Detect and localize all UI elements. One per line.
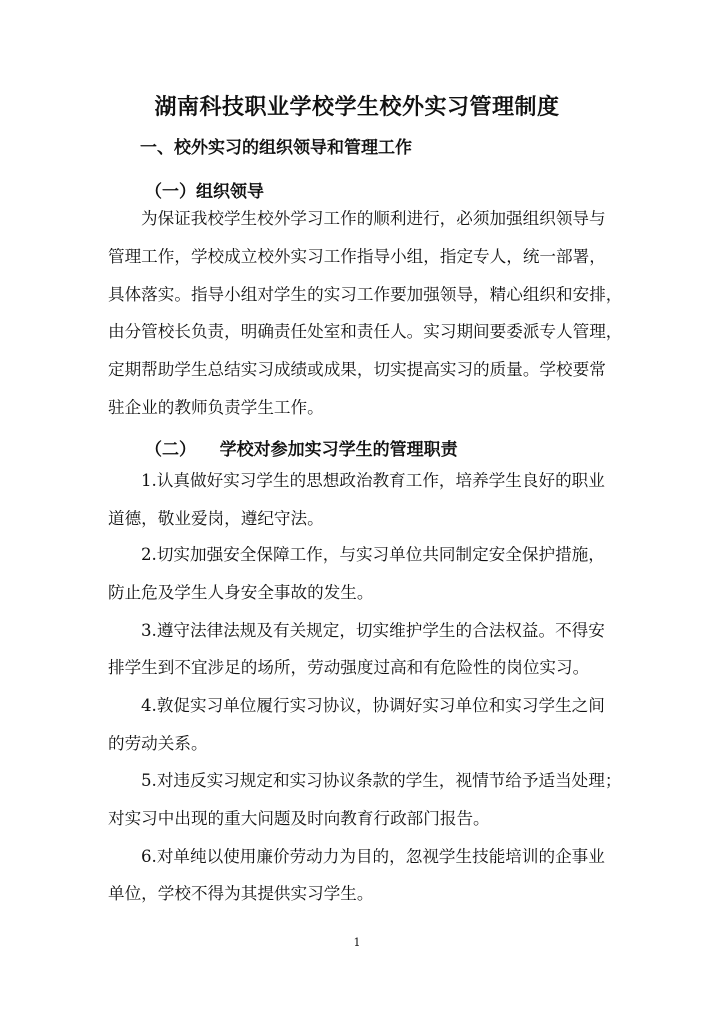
paragraph-line: 由分管校长负责，明确责任处室和责任人。实习期间要委派专人管理， <box>108 322 623 341</box>
paragraph-line: 管理工作，学校成立校外实习工作指导小组，指定专人，统一部署， <box>108 247 606 266</box>
paragraph-line: 定期帮助学生总结实习成绩或成果，切实提高实习的质量。学校要常 <box>108 360 606 379</box>
list-item-line: 对实习中出现的重大问题及时向教育行政部门报告。 <box>108 809 490 828</box>
paragraph-line: 具体落实。指导小组对学生的实习工作要加强领导，精心组织和安排， <box>108 285 623 304</box>
subsection-heading-2: （二） 学校对参加实习学生的管理职责 <box>145 440 458 460</box>
list-item-line: 6.对单纯以使用廉价劳动力为目的，忽视学生技能培训的企事业 <box>141 847 605 866</box>
paragraph-line: 为保证我校学生校外学习工作的顺利进行，必须加强组织领导与 <box>141 209 606 228</box>
list-item-line: 3.遵守法律法规及有关规定，切实维护学生的合法权益。不得安 <box>141 621 605 640</box>
section-heading-1: 一、校外实习的组织领导和管理工作 <box>140 138 412 158</box>
list-item-line: 道德，敬业爱岗，遵纪守法。 <box>108 509 324 528</box>
subsection-heading-1: （一）组织领导 <box>145 182 264 202</box>
list-item-line: 2.切实加强安全保障工作，与实习单位共同制定安全保护措施， <box>141 545 605 564</box>
list-item-line: 4.敦促实习单位履行实习协议，协调好实习单位和实习学生之间 <box>141 696 605 715</box>
paragraph-line: 驻企业的教师负责学生工作。 <box>108 398 324 417</box>
list-item-line: 防止危及学生人身安全事故的发生。 <box>108 583 374 602</box>
page-number: 1 <box>353 936 361 949</box>
list-item-line: 1.认真做好实习学生的思想政治教育工作，培养学生良好的职业 <box>141 471 605 490</box>
list-item-line: 排学生到不宜涉足的场所，劳动强度过高和有危险性的岗位实习。 <box>108 658 590 677</box>
list-item-line: 单位，学校不得为其提供实习学生。 <box>108 884 374 903</box>
document-title: 湖南科技职业学校学生校外实习管理制度 <box>154 95 560 120</box>
list-item-line: 的劳动关系。 <box>108 734 208 753</box>
list-item-line: 5.对违反实习规定和实习协议条款的学生，视情节给予适当处理； <box>141 771 622 790</box>
